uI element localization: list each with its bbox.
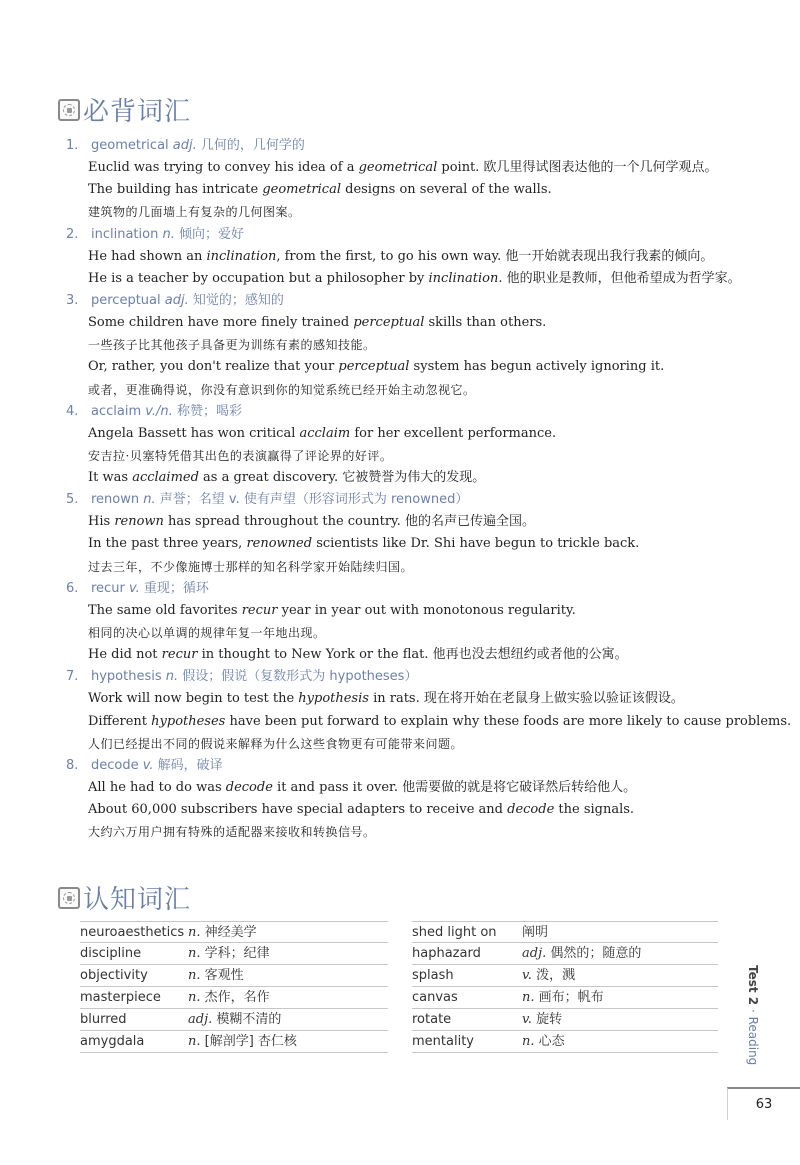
entry-meaning: 知觉的；感知的 [192,292,284,308]
vocab-word: shed light on [412,925,497,940]
example-text: Work will now begin to test the [88,691,299,707]
vocab-meaning-text: 阐明 [522,925,549,940]
entry-meaning: 几何的，几何学的 [200,138,305,153]
seal-icon [58,99,80,121]
example-text: system has begun actively ignoring it. [409,359,665,375]
vocab-part-of-speech: n. [188,925,201,940]
example-keyword: recur [161,647,198,663]
example-text: 人们已经提出不同的假说来解释为什么这些食物更有可能带来问题。 [88,736,464,751]
vocab-word: blurred [80,1012,127,1027]
entry-word: inclination [91,226,159,242]
vocab-meaning-text: 学科；纪律 [204,946,270,961]
vocab-meaning [188,965,244,986]
example-text: the signals. [554,802,635,818]
entry-head [66,755,766,777]
example-sentence [88,688,766,710]
example-keyword: perceptual [353,314,425,330]
example-text: His [88,514,115,530]
example-keyword: decode [225,779,273,795]
example-text: He did not [88,647,162,663]
vocab-row [80,1009,388,1031]
entry-definition [91,290,284,312]
vocab-meaning [522,965,575,986]
entry-meaning: 倾向；爱好 [179,226,245,242]
example-translation [88,821,766,843]
vocab-word: amygdala [80,1034,145,1049]
example-text: designs on several of the walls. [340,182,552,198]
entry-part-of-speech: adj. [164,292,189,308]
vocab-part-of-speech: adj. [522,946,547,961]
example-text: , from the first, to go his own way. 他一开始就表现出我行我素的倾向。 [276,248,714,264]
example-keyword: recur [241,602,278,618]
example-text: In the past three years, [88,536,247,552]
example-keyword: perceptual [338,359,410,375]
entry-meaning: 称赞；喝彩 [176,403,242,419]
example-sentence [88,799,766,821]
entry-number: 8. [66,757,79,773]
example-keyword: geometrical [358,160,438,175]
example-translation [88,556,766,578]
page-number: 63 [727,1087,800,1120]
example-text: He had shown an [88,248,207,264]
vocab-meaning-text: 神经美学 [204,925,257,940]
entry-definition [91,135,305,157]
entry-meaning: 假设；假说（复数形式为 hypotheses） [182,669,418,685]
example-keyword: hypotheses [151,713,226,729]
example-translation [88,201,766,223]
entry-part-of-speech: v. [128,580,140,596]
entry-word: renown [91,492,140,508]
entry-head [66,224,766,246]
entry-head [66,290,766,312]
vocab-meaning-text: 泼，溅 [536,968,576,983]
example-sentence [88,179,766,201]
example-sentence [88,246,766,268]
vocab-meaning [188,943,270,964]
entry-word: decode [91,757,139,773]
vocab-row [80,987,388,1009]
example-keyword: inclination [428,270,499,286]
entry-word: geometrical [91,138,169,153]
entry-head [66,666,766,688]
vocab-part-of-speech: n. [522,1034,535,1049]
example-text: 大约六万用户拥有特殊的适配器来接收和转换信号。 [88,825,376,840]
vocab-meaning [188,922,257,942]
example-keyword: renown [114,514,164,530]
vocab-meaning-text: [解剖学] 杏仁核 [204,1034,297,1049]
vocab-word: mentality [412,1034,474,1049]
vocab-word: discipline [80,946,142,961]
vocabulary-entry [66,290,766,401]
example-text: 过去三年，不少像施博士那样的知名科学家开始陆续归国。 [88,559,414,574]
section-title-text: 认知词汇 [83,885,192,915]
entry-number: 2. [66,226,79,242]
example-text: 安吉拉·贝塞特凭借其出色的表演赢得了评论界的好评。 [88,448,393,463]
vocabulary-entry [66,401,766,490]
entry-number: 3. [66,292,79,308]
vocab-row [412,1009,718,1031]
vocab-word: neuroaesthetics [80,925,185,940]
example-text: Angela Bassett has won critical [88,425,300,441]
topic-label: Reading [746,1016,760,1066]
example-text: Different [88,713,152,729]
example-text: in rats. 现在将开始在老鼠身上做实验以验证该假设。 [368,691,684,707]
entry-part-of-speech: n. [162,226,175,242]
vocab-meaning-text: 客观性 [204,968,244,983]
side-section-label [740,965,760,1085]
vocab-row [412,987,718,1009]
example-text: It was [88,470,133,486]
vocab-meaning [522,1009,562,1030]
example-text: for her excellent performance. [350,425,557,441]
example-sentence [88,356,766,378]
vocab-part-of-speech: v. [522,1012,532,1027]
vocab-word: masterpiece [80,990,161,1005]
section-title-text: 必背词汇 [83,97,192,127]
example-text: skills than others. [424,314,547,330]
vocab-table-right [412,921,718,1053]
vocab-word: splash [412,968,454,983]
vocab-part-of-speech: n. [188,946,201,961]
vocab-meaning-text: 杰作，名作 [204,990,270,1005]
example-sentence [88,533,766,555]
vocab-meaning [188,987,270,1008]
entry-part-of-speech: adj. [172,138,197,153]
entry-definition [91,578,209,600]
example-keyword: hypothesis [298,691,369,707]
example-keyword: acclaimed [132,470,199,486]
example-text: 相同的决心以单调的规律年复一年地出现。 [88,626,326,640]
example-translation [88,445,766,467]
entry-meaning: 重现；循环 [143,580,209,596]
entry-part-of-speech: v. [142,757,154,773]
example-text: have been put forward to explain why these foods are more likely to cause problems. [225,713,792,729]
example-text: as a great discovery. 它被赞誉为伟大的发现。 [198,470,486,486]
test-label: Test 2 [746,965,760,1006]
vocab-meaning [188,1031,297,1052]
vocab-meaning [188,1009,281,1030]
vocab-row [412,943,718,965]
vocab-word: objectivity [80,968,148,983]
entry-word: acclaim [91,403,142,419]
vocabulary-entry [66,135,766,224]
entry-number: 6. [66,580,79,596]
vocabulary-entry [66,755,766,844]
section-title-recognition [58,879,191,916]
vocab-part-of-speech: n. [188,968,201,983]
entry-word: perceptual [91,292,161,308]
example-text: scientists like Dr. Shi have begun to trickle back. [312,536,640,552]
vocabulary-entry [66,489,766,578]
example-text: 一些孩子比其他孩子具备更为训练有素的感知技能。 [88,338,376,353]
example-translation [88,334,766,356]
vocab-row [412,921,718,943]
entry-number: 4. [66,403,79,419]
example-sentence [88,711,792,733]
example-text: Some children have more finely trained [88,314,354,330]
example-text: All he had to do was [88,779,226,795]
example-sentence [88,423,766,445]
example-text: has spread throughout the country. 他的名声已传遍全国。 [163,514,535,530]
vocab-part-of-speech: n. [522,990,535,1005]
example-text: it and pass it over. 他需要做的就是将它破译然后转给他人。 [272,779,637,795]
example-text: 建筑物的几面墙上有复杂的几何图案。 [88,205,301,220]
vocab-meaning-text: 模糊不清的 [216,1012,282,1027]
vocab-meaning [522,922,548,942]
vocab-word: canvas [412,990,458,1005]
vocabulary-entry-list [66,135,792,844]
example-sentence [88,644,766,666]
vocab-word: rotate [412,1012,452,1027]
example-translation [88,379,766,401]
entry-part-of-speech: n. [165,669,179,685]
entry-part-of-speech: n. [143,492,156,508]
entry-definition [91,489,468,511]
example-keyword: inclination [206,248,277,264]
vocab-row [412,1031,718,1053]
entry-part-of-speech: v./n. [145,403,173,419]
separator: · [746,1005,760,1017]
entry-word: hypothesis [91,669,162,685]
entry-number: 5. [66,492,79,508]
example-keyword: geometrical [262,182,341,198]
vocab-meaning-text: 心态 [538,1034,565,1049]
example-text: point. 欧几里得试图表达他的一个几何学观点。 [437,160,718,175]
entry-word: recur [91,580,125,596]
example-text: The same old favorites [88,602,242,618]
vocab-meaning [522,987,604,1008]
entry-meaning: 解码，破译 [157,757,223,773]
entry-head [66,489,766,511]
vocab-part-of-speech: n. [188,990,201,1005]
example-keyword: renowned [246,536,313,552]
example-text: He is a teacher by occupation but a philosopher by [88,270,429,286]
entry-definition [91,755,223,777]
example-translation [88,622,766,644]
vocab-meaning-text: 旋转 [536,1012,563,1027]
vocabulary-entry [66,224,766,290]
vocab-meaning-text: 画布；帆布 [538,990,604,1005]
example-sentence [88,467,766,489]
entry-definition [91,401,242,423]
entry-meaning: 声誉；名望 v. 使有声望（形容词形式为 renowned） [159,492,469,508]
entry-head [66,401,766,423]
example-text: year in year out with monotonous regularity. [277,602,576,618]
example-keyword: decode [507,802,555,818]
vocab-word: haphazard [412,946,481,961]
entry-head [66,578,766,600]
entry-number: 7. [66,669,79,685]
seal-icon [58,887,80,909]
vocab-row [80,943,388,965]
example-translation [88,733,766,755]
example-text: in thought to New York or the flat. 他再也没去想纽约或者他的公寓。 [197,647,628,663]
example-sentence [88,157,766,179]
vocab-meaning [522,1031,565,1052]
example-text: About 60,000 subscribers have special adapters to receive and [88,802,508,818]
section-title-must-learn [58,91,191,128]
vocab-part-of-speech: n. [188,1034,201,1049]
entry-head [66,135,766,157]
example-text: Or, rather, you don't realize that your [88,359,339,375]
entry-definition [91,224,244,246]
example-keyword: acclaim [299,425,351,441]
vocab-meaning-text: 偶然的；随意的 [550,946,642,961]
entry-definition [91,666,417,688]
vocab-row [80,921,388,943]
example-text: The building has intricate [88,182,263,198]
vocab-part-of-speech: v. [522,968,532,983]
example-text: 或者，更准确得说，你没有意识到你的知觉系统已经开始主动忽视它。 [88,382,476,397]
vocabulary-entry [66,666,792,755]
entry-number: 1. [66,138,79,153]
example-sentence [88,511,766,533]
example-text: Euclid was trying to convey his idea of a [88,160,359,175]
vocab-table-left [80,921,388,1053]
vocab-part-of-speech: adj. [188,1012,213,1027]
vocabulary-entry [66,578,766,667]
vocab-row [80,965,388,987]
vocab-row [412,965,718,987]
example-text: . 他的职业是教师，但他希望成为哲学家。 [498,270,741,286]
vocab-row [80,1031,388,1053]
example-sentence [88,600,766,622]
example-sentence [88,777,766,799]
example-sentence [88,268,766,290]
example-sentence [88,312,766,334]
vocab-meaning [522,943,641,964]
